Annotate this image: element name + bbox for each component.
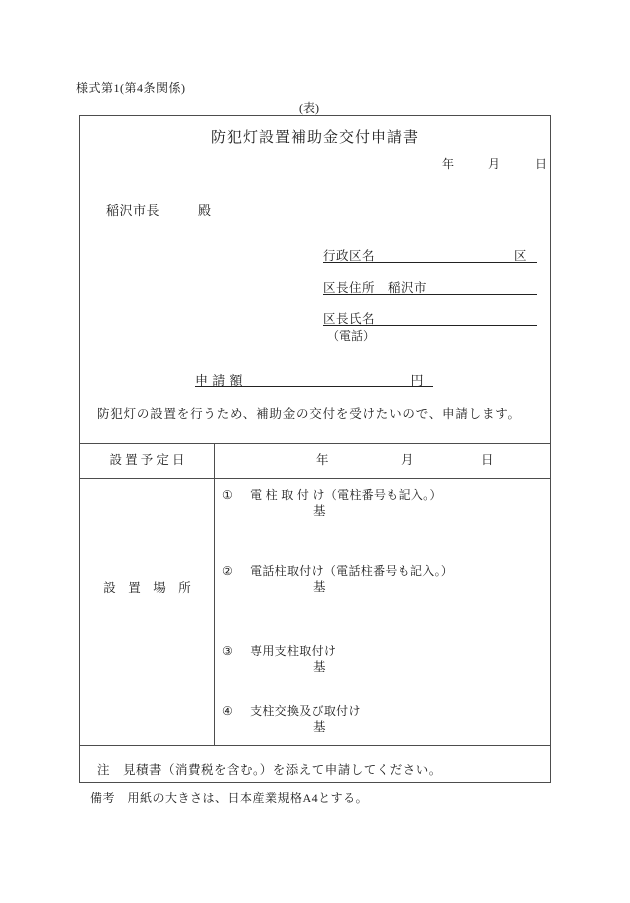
side-label: (表) [299,101,319,115]
chief-name-field [323,309,537,326]
chief-address-field [323,278,537,295]
location-item-4 [222,702,361,719]
district-name-label: 行政区名 [323,249,376,263]
item-1-number: ① [222,488,234,502]
item-1-text: 電 柱 取 付 け（電柱番号も記入。） [250,488,442,502]
amount-field [195,370,433,387]
item-2-number: ② [222,564,234,578]
sched-month-label: 月 [401,453,414,467]
location-item-1 [222,486,442,503]
amount-label: 申 請 額 [195,373,244,388]
item-4-text: 支柱交換及び取付け [250,704,361,718]
amount-unit-label: 円 [410,373,424,388]
remarks-line: 備考 用紙の大きさは、日本産業規格A4とする。 [90,791,369,805]
item-2-text: 電話柱取付け（電話柱番号も記入。） [250,564,454,578]
sched-day-label: 日 [481,453,494,467]
addressee-honorific: 殿 [198,203,212,218]
item-3-number: ③ [222,644,234,658]
date-day-label: 日 [535,157,548,171]
phone-label: （電話） [327,329,376,343]
form-title: 防犯灯設置補助金交付申請書 [210,130,419,146]
table-top-line [80,443,550,444]
date-month-label: 月 [488,157,501,171]
district-suffix-label: 区 [513,249,527,263]
addressee-name: 稲沢市長 [106,203,161,218]
table-bottom-line [80,745,550,746]
note-row: 注 見積書（消費税を含む。）を添えて申請してください。 [97,763,442,777]
item-1-unit: 基 [313,504,326,518]
application-statement: 防犯灯の設置を行うため、補助金の交付を受けたいので、申請します。 [97,407,521,421]
application-form-box [79,115,551,783]
chief-address-label: 区長住所 稲沢市 [323,281,428,295]
item-2-unit: 基 [313,580,326,594]
scheduled-date-header: 設 置 予 定 日 [109,453,185,467]
table-column-divider [214,443,215,745]
date-year-label: 年 [442,157,455,171]
item-3-unit: 基 [313,660,326,674]
chief-name-label: 区長氏名 [323,312,376,326]
sched-year-label: 年 [316,453,329,467]
item-4-unit: 基 [313,720,326,734]
item-3-text: 専用支柱取付け [250,644,337,658]
table-middle-line [80,478,550,479]
district-name-field [323,246,537,263]
location-header: 設 置 場 所 [103,581,191,595]
form-code: 様式第1(第4条関係) [76,81,186,95]
item-4-number: ④ [222,704,234,718]
location-item-2 [222,562,453,579]
